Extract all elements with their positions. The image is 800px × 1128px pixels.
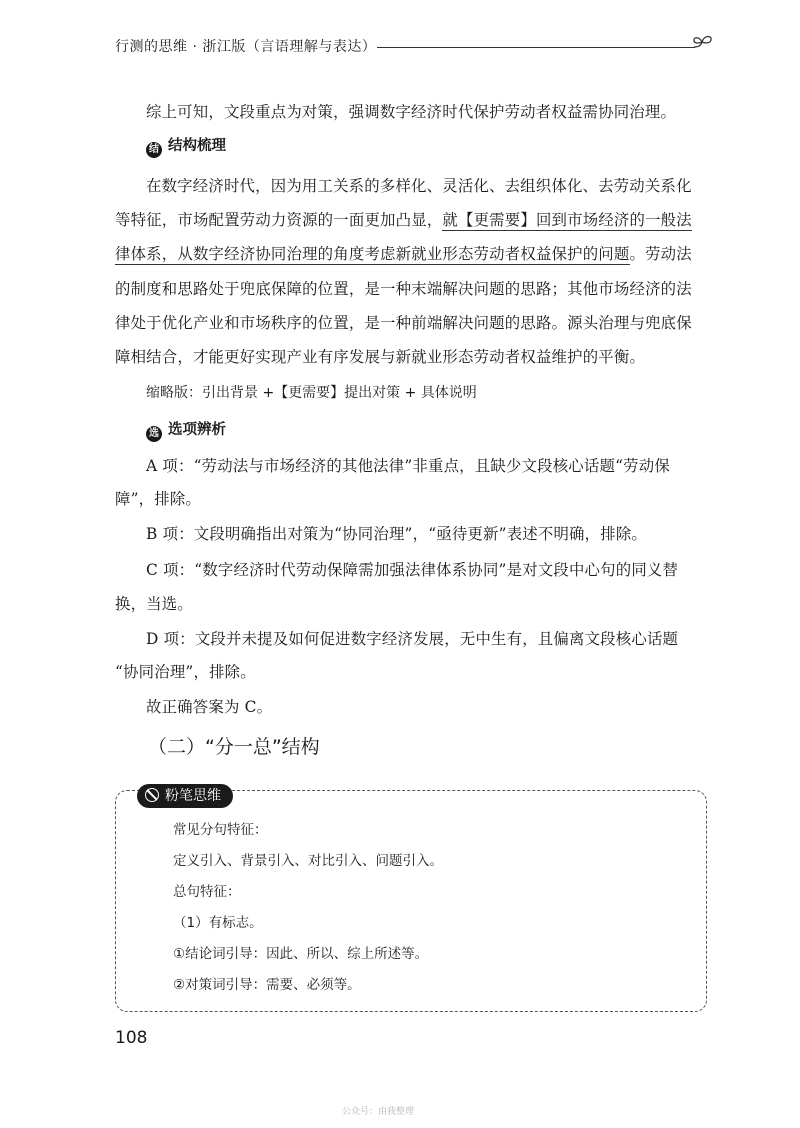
tip-line-3: 总句特征： xyxy=(173,884,241,900)
header-rule xyxy=(377,47,695,48)
option-c-line-2: 换，当选。 xyxy=(115,595,193,613)
tip-line-1: 常见分句特征： xyxy=(173,822,268,838)
structure-line-2 xyxy=(115,210,705,230)
tip-line-5: ①结论词引导：因此、所以、综上所述等。 xyxy=(173,946,429,962)
structure-line-2-plain: 等特征，市场配置劳动力资源的一面更加凸显， xyxy=(115,211,443,229)
structure-badge-icon: 结 xyxy=(146,142,162,158)
structure-line-6: 障相结合，才能更好实现产业有序发展与新就业形态劳动者权益维护的平衡。 xyxy=(115,348,646,366)
page-number: 108 xyxy=(115,1028,148,1048)
structure-heading xyxy=(146,136,226,158)
options-heading xyxy=(146,420,226,442)
option-b-line-1: B 项：文段明确指出对策为“协同治理”，“亟待更新”表述不明确，排除。 xyxy=(146,525,648,543)
structure-heading-text: 结构梳理 xyxy=(168,138,226,154)
watermark: 公众号：由我整理 xyxy=(342,1107,415,1117)
structure-line-2-underlined: 就【更需要】回到市场经济的一般法 xyxy=(442,211,692,229)
options-badge-icon: 选 xyxy=(146,426,162,442)
option-d-line-2: “协同治理”，排除。 xyxy=(115,663,256,681)
option-a-line-1: A 项：“劳动法与市场经济的其他法律”非重点，且缺少文段核心话题“劳动保 xyxy=(146,457,670,475)
structure-line-3-plain: 。劳动法 xyxy=(629,245,692,263)
tip-box-tag-text: 粉笔思维 xyxy=(165,788,221,804)
option-c-line-1: C 项：“数字经济时代劳动保障需加强法律体系协同”是对文段中心句的同义替 xyxy=(146,561,679,579)
structure-summary: 缩略版：引出背景 +【更需要】提出对策 + 具体说明 xyxy=(146,385,477,401)
header-title: 行测的思维 · 浙江版（言语理解与表达） xyxy=(115,39,377,55)
option-a-line-2: 障”，排除。 xyxy=(115,490,202,508)
section-title: （二）“分一总”结构 xyxy=(148,736,320,758)
tip-line-2: 定义引入、背景引入、对比引入、问题引入。 xyxy=(173,853,443,869)
option-d-line-1: D 项：文段并未提及如何促进数字经济发展，无中生有，且偏离文段核心话题 xyxy=(146,630,679,648)
tip-line-6: ②对策词引导：需要、必须等。 xyxy=(173,977,361,993)
tip-line-4: （1）有标志。 xyxy=(173,915,263,931)
intro-paragraph: 综上可知，文段重点为对策，强调数字经济时代保护劳动者权益需协同治理。 xyxy=(146,103,677,121)
answer-line: 故正确答案为 C。 xyxy=(146,698,273,716)
structure-line-3-underlined: 律体系，从数字经济协同治理的角度考虑新就业形态劳动者权益保护的问题 xyxy=(115,245,630,263)
tip-box-tag xyxy=(137,784,233,808)
options-heading-text: 选项辨析 xyxy=(168,422,226,438)
sprout-icon xyxy=(690,32,716,56)
no-entry-icon xyxy=(145,788,159,802)
structure-line-5: 律处于优化产业和市场秩序的位置，是一种前端解决问题的思路。源头治理与兜底保 xyxy=(115,314,692,332)
running-header xyxy=(115,32,715,62)
structure-line-1: 在数字经济时代，因为用工关系的多样化、灵活化、去组织体化、去劳动关系化 xyxy=(146,177,692,195)
structure-line-3 xyxy=(115,244,705,264)
structure-line-4: 的制度和思路处于兜底保障的位置，是一种末端解决问题的思路；其他市场经济的法 xyxy=(115,280,692,298)
